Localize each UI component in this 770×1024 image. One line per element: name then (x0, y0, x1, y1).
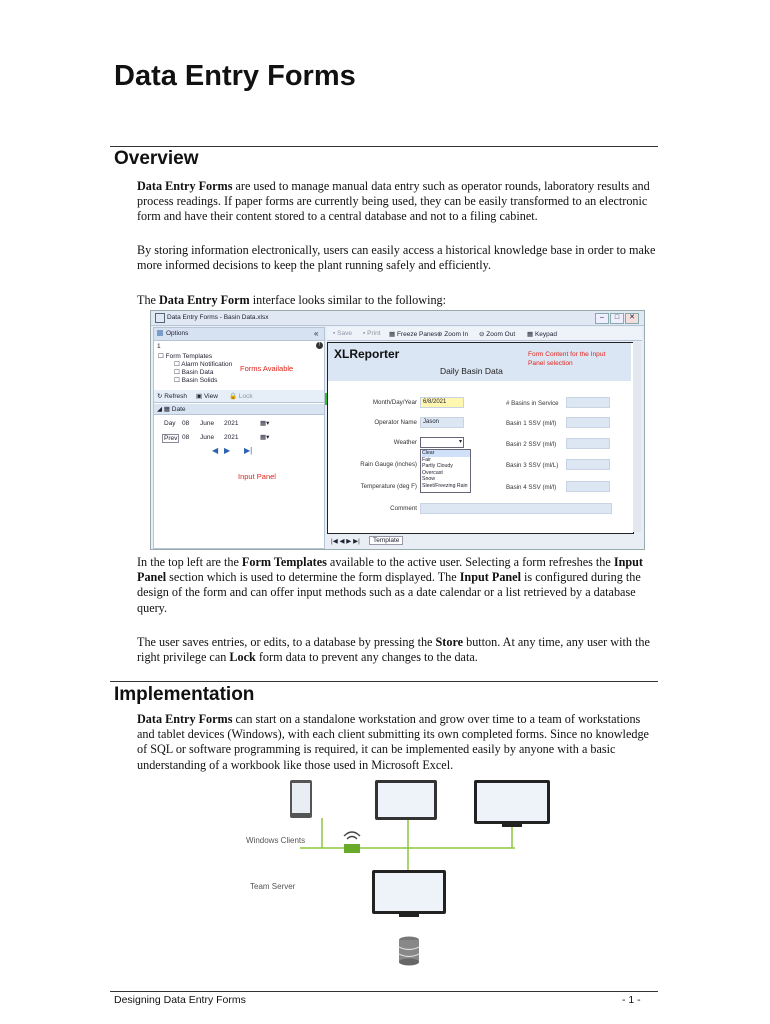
field-label-temperature: Temperature (deg F) (360, 483, 417, 490)
field-label-basin4: Basin 4 SSV (ml/l) (506, 484, 557, 491)
laptop-icon (375, 780, 437, 820)
overview-paragraph-5: The user saves entries, or edits, to a database by pressing the Store button. At any time, any user with the right privilege can Lock form data to prevent any changes to the data. (137, 635, 650, 665)
month-value-2[interactable]: June (200, 434, 215, 441)
options-header[interactable] (154, 328, 324, 341)
section-rule (110, 146, 658, 147)
footer-rule (110, 991, 658, 992)
overview-paragraph-2: By storing information electronically, users can easily access a historical knowledge base in order to make more informed decisions to keep the plant running safely and efficiently. (137, 243, 656, 273)
server-monitor-icon (372, 870, 446, 914)
sheet-tab-template[interactable]: Template (369, 536, 403, 545)
options-icon (157, 330, 163, 336)
network-diagram (240, 778, 540, 968)
footer-title: Designing Data Entry Forms (114, 994, 246, 1006)
left-pane (153, 327, 325, 549)
windows-clients-label: Windows Clients (246, 836, 306, 845)
basin1-field[interactable] (566, 417, 610, 428)
vertical-scrollbar[interactable] (633, 342, 641, 532)
lock-button[interactable]: 🔒 Lock (229, 393, 253, 400)
year-value[interactable]: 2021 (224, 420, 239, 427)
field-label-date: Month/Day/Year (372, 399, 417, 406)
date-group-label: ◢ ▦ Date (157, 406, 186, 413)
tree-item-basin-data[interactable]: ☐ Basin Data (174, 369, 214, 376)
month-value[interactable]: June (200, 420, 215, 427)
weather-option[interactable]: Overcast (422, 469, 443, 476)
input-toolbar (154, 390, 324, 403)
maximize-button[interactable]: □ (610, 313, 624, 324)
day-value[interactable]: 08 (182, 420, 190, 427)
minimize-button[interactable]: – (595, 313, 609, 324)
field-label-rain: Rain Gauge (inches) (360, 461, 417, 468)
day-label: Day (164, 420, 176, 427)
day-value-2[interactable]: 08 (182, 434, 190, 441)
refresh-button[interactable]: ↻ Refresh (157, 393, 188, 400)
field-label-weather: Weather (393, 439, 417, 446)
zoom-out-button[interactable]: ⊖ Zoom Out (479, 331, 516, 338)
year-value-2[interactable]: 2021 (224, 434, 239, 441)
previous-arrow-icon[interactable]: ◀ (212, 446, 219, 455)
date-group-header[interactable] (154, 404, 324, 415)
weather-dropdown-list (420, 449, 471, 493)
implementation-paragraph: Data Entry Forms can start on a standalone workstation and grow over time to a team of workstations and tablet devices (Windows), with each client submitting its own completed forms. Since no knowledge of SQL or software programming is required, it can be implemented easily by anyone with a basic understanding of a workbook like those used in Microsoft Excel. (137, 712, 649, 772)
basin4-field[interactable] (566, 481, 610, 492)
weather-option[interactable]: Partly Cloudy (422, 463, 453, 470)
window-title: Data Entry Forms - Basin Data.xlsx (167, 314, 269, 321)
window-titlebar (151, 311, 644, 326)
overview-paragraph-1: Data Entry Forms are used to manage manual data entry such as operator rounds, laboratory results and process readings. If paper forms are currently being used, they can be easily transformed to an electronic form and have their content stored to a central database and not to a filing cabinet. (137, 179, 650, 224)
weather-option[interactable]: Clear (422, 450, 470, 457)
field-label-basin1: Basin 1 SSV (ml/l) (506, 420, 557, 427)
implementation-heading: Implementation (114, 684, 255, 705)
tree-item-basin-solids[interactable]: ☐ Basin Solids (174, 377, 218, 384)
comment-field[interactable] (420, 503, 612, 514)
close-button[interactable]: ✕ (625, 313, 639, 324)
tree-folder[interactable]: ☐ Form Templates (158, 353, 213, 360)
field-label-comment: Comment (390, 505, 417, 512)
field-label-basins: # Basins in Service (506, 400, 559, 407)
calendar-dropdown[interactable]: ▦▾ (260, 420, 270, 427)
weather-select[interactable] (420, 437, 464, 448)
view-button[interactable]: ▣ View (196, 393, 218, 400)
basin3-field[interactable] (566, 459, 610, 470)
date-field[interactable]: 6/8/2021 (420, 397, 464, 408)
database-icon (398, 936, 420, 966)
next-arrow-icon[interactable]: ▶ (224, 446, 231, 455)
field-label-basin3: Basin 3 SSV (ml/L) (506, 462, 559, 469)
collapse-icon[interactable]: « (314, 329, 319, 338)
last-arrow-icon[interactable]: ▶| (244, 446, 253, 455)
interface-screenshot (150, 310, 645, 550)
forms-available-note: Forms Available (240, 364, 294, 373)
server-monitor-stand (399, 914, 419, 917)
field-label-basin2: Basin 2 SSV (ml/l) (506, 441, 557, 448)
basin2-field[interactable] (566, 438, 610, 449)
prev-button[interactable]: Prev (164, 435, 178, 442)
section-rule (110, 681, 658, 682)
overview-heading: Overview (114, 148, 199, 169)
tree-item-alarm[interactable]: ☐ Alarm Notification (174, 361, 233, 368)
weather-option[interactable]: Snow (422, 476, 435, 483)
tree-root[interactable]: 1 (157, 343, 161, 350)
weather-option[interactable]: Sleet/Freezing Rain (422, 482, 468, 489)
tablet-icon (290, 780, 312, 818)
save-button[interactable]: ▪ Save (333, 330, 352, 337)
monitor-icon (474, 780, 550, 824)
team-server-label: Team Server (250, 882, 296, 891)
field-label-operator: Operator Name (374, 419, 417, 426)
form-toolbar (327, 327, 642, 341)
sheet-nav-icons[interactable]: |◀ ◀ ▶ ▶| (331, 538, 360, 545)
weather-option[interactable]: Fair (422, 456, 431, 463)
monitor-stand (502, 824, 522, 827)
operator-field[interactable]: Jason (420, 417, 464, 428)
form-banner (328, 343, 631, 381)
zoom-in-button[interactable]: ⊕ Zoom In (437, 331, 469, 338)
page-number: - 1 - (622, 994, 641, 1006)
overview-paragraph-3: The Data Entry Form interface looks similar to the following: (137, 293, 447, 307)
keypad-button[interactable]: ▦ Keypad (527, 331, 557, 338)
print-button[interactable]: ▪ Print (363, 330, 381, 337)
form-area (327, 342, 634, 534)
router-icon (344, 844, 360, 853)
basins-field[interactable] (566, 397, 610, 408)
brand-logo: XLReporter (334, 347, 400, 361)
info-icon: ! (316, 342, 323, 349)
dropdown-arrow-icon: ▾ (458, 439, 462, 445)
form-title: Daily Basin Data (440, 366, 503, 376)
sheet-tab-bar (327, 535, 642, 547)
freeze-panes-button[interactable]: ▦ Freeze Panes (389, 331, 438, 338)
document-title: Data Entry Forms (114, 60, 356, 92)
overview-paragraph-4: In the top left are the Form Templates available to the active user. Selecting a form refreshes the Input Panel section which is used to determine the form displayed. The Input Panel is configured during the design of the form and can offer input methods such as a date calendar or a list retrieved by a database query. (137, 555, 643, 615)
calendar-dropdown-2[interactable]: ▦▾ (260, 434, 270, 441)
form-content-note: Form Content for the Input Panel selection (528, 351, 606, 367)
options-label: Options (166, 330, 189, 337)
app-icon (155, 313, 165, 323)
wifi-icon (344, 832, 360, 839)
input-panel-note: Input Panel (238, 472, 276, 481)
